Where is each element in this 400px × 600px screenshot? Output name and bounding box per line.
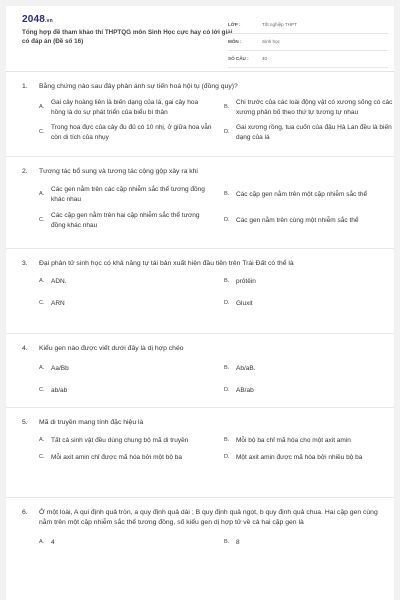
option-letter: C. xyxy=(39,453,45,460)
option-text: Gai cây hoàng liên là biến dạng của lá, gai cây hoa hồng là do sự phát triển của biểu bì thân xyxy=(51,99,199,116)
option-d[interactable] xyxy=(224,299,394,309)
option-text: Các cặp gen nằm trên hai cặp nhiễm sắc thể tương đồng khác nhau xyxy=(51,212,200,229)
question-6 xyxy=(6,498,394,548)
meta-value-class: Tốt nghiệp THPT xyxy=(262,22,297,27)
question-text: Ở một loài, A qui định quả tròn, a quy định quả dài ; B quy định quả ngọt, b quy định quả chua. Hai cặp gen cùng nằm trên một cặp nhiễm sắc thể tương đồng, số kiểu gen dị hợp tử về cả hai cặp gen là xyxy=(39,509,378,526)
option-text: Chi trước của các loài động vật có xương sống có các xương phân bố theo thứ tự tương tự nhau xyxy=(236,99,393,116)
option-letter: C. xyxy=(39,299,45,306)
option-text: 8 xyxy=(236,539,240,546)
option-text: Gluxit xyxy=(236,299,253,307)
option-a[interactable] xyxy=(39,364,214,374)
option-text: Một axit amin được mã hóa bởi nhiều bộ ba xyxy=(236,453,363,461)
option-c[interactable] xyxy=(39,123,214,142)
option-b[interactable] xyxy=(224,98,394,117)
question-number: 1. xyxy=(22,83,28,90)
option-a[interactable] xyxy=(39,185,214,204)
option-text: Mỗi bộ ba chỉ mã hóa cho một axit amin xyxy=(236,437,351,444)
logo-text: 2048 xyxy=(22,14,46,25)
option-text: ab/ab xyxy=(51,386,68,394)
option-d[interactable] xyxy=(224,123,394,142)
option-text: Các gen nằm trên cùng một nhiễm sắc thể xyxy=(236,216,359,224)
question-number: 6. xyxy=(22,509,28,516)
option-letter: A. xyxy=(39,278,45,284)
option-d[interactable] xyxy=(224,211,394,230)
option-text: Tất cả sinh vật đều dùng chung bộ mã di truyền xyxy=(51,437,189,444)
question-text: Đại phân tử sinh học có khả năng tự tái bản xuất hiện đầu tiên trên Trái Đất có thể là xyxy=(39,260,294,267)
option-b[interactable] xyxy=(224,277,394,287)
meta-label-class: LỚP : xyxy=(228,22,241,27)
option-text: Mỗi axit amin chỉ được mã hóa bởi một bộ ba xyxy=(51,453,183,461)
option-letter: D. xyxy=(224,216,230,223)
exam-page xyxy=(6,6,394,600)
option-letter: B. xyxy=(224,278,230,284)
option-text: ADN. xyxy=(51,278,67,285)
question-3 xyxy=(6,249,394,334)
option-letter: A. xyxy=(39,190,45,197)
meta-row-count xyxy=(228,54,388,68)
option-letter: D. xyxy=(224,128,230,135)
option-text: Gai xương rồng, tua cuốn của đậu Hà Lan đều là biến dạng của lá xyxy=(236,124,392,141)
meta-label-subject: MÔN : xyxy=(228,39,242,44)
option-text: Aa/Bb xyxy=(51,365,69,372)
option-c[interactable] xyxy=(39,299,214,309)
option-text: Các cặp gen nằm trên một cặp nhiễm sắc thể xyxy=(236,190,368,198)
option-letter: D. xyxy=(224,386,230,393)
question-1 xyxy=(6,72,394,157)
question-4 xyxy=(6,334,394,408)
option-text: prôtêin xyxy=(236,278,256,285)
option-text: Các gen nằm trên các cặp nhiễm sắc thể tương đồng khác nhau xyxy=(51,186,205,203)
option-a[interactable] xyxy=(39,436,214,446)
option-letter: B. xyxy=(224,539,230,545)
option-a[interactable] xyxy=(39,277,214,287)
meta-row-class xyxy=(228,20,388,34)
option-b[interactable] xyxy=(224,436,394,446)
option-c[interactable] xyxy=(39,211,214,230)
option-letter: B. xyxy=(224,190,230,197)
meta-value-subject: Sinh học xyxy=(262,39,280,44)
exam-header xyxy=(6,6,394,72)
option-text: 4 xyxy=(51,539,55,546)
option-text: Trong hoa đực của cây đu đủ có 10 nhị, ở giữa hoa vẫn còn di tích của nhụy xyxy=(51,124,212,141)
option-letter: B. xyxy=(224,103,230,110)
option-a[interactable] xyxy=(39,538,214,548)
question-list xyxy=(6,72,394,548)
meta-label-count: SỐ CÂU : xyxy=(228,56,249,61)
question-text: Tương tác bổ sung và tương tác cộng gộp xảy ra khi xyxy=(39,168,198,175)
meta-value-count: 40 xyxy=(262,56,268,61)
site-logo[interactable] xyxy=(22,14,53,25)
option-b[interactable] xyxy=(224,185,394,204)
exam-title: Tổng hợp đề tham khảo thi THPTQG môn Sinh Học cực hay có lời giải có đáp án (Đề số 16) xyxy=(22,29,233,45)
option-letter: C. xyxy=(39,386,45,393)
option-letter: D. xyxy=(224,299,230,306)
question-text: Mã di truyền mang tính đặc hiệu là xyxy=(39,419,144,426)
question-text: Kiểu gen nào được viết dưới đây là dị hợp chéo xyxy=(39,345,184,352)
option-text: ARN xyxy=(51,299,65,307)
option-letter: B. xyxy=(224,437,230,443)
option-c[interactable] xyxy=(39,386,214,396)
question-5 xyxy=(6,408,394,498)
logo-suffix: .vn xyxy=(45,18,53,24)
option-b[interactable] xyxy=(224,364,394,374)
option-letter: A. xyxy=(39,103,45,110)
meta-row-subject xyxy=(228,37,388,51)
exam-meta xyxy=(228,20,388,71)
question-number: 3. xyxy=(22,260,28,267)
option-d[interactable] xyxy=(224,453,394,463)
option-letter: B. xyxy=(224,365,230,371)
option-letter: C. xyxy=(39,216,45,223)
option-b[interactable] xyxy=(224,538,394,548)
option-letter: A. xyxy=(39,437,45,443)
option-a[interactable] xyxy=(39,98,214,117)
question-number: 5. xyxy=(22,419,28,426)
question-number: 2. xyxy=(22,168,28,175)
question-text: Bằng chứng nào sau đây phản ánh sự tiến hoá hội tụ (đồng quy)? xyxy=(39,83,238,90)
option-letter: C. xyxy=(39,128,45,135)
question-number: 4. xyxy=(22,345,28,352)
option-letter: D. xyxy=(224,453,230,460)
option-c[interactable] xyxy=(39,453,214,463)
option-text: Ab/aB. xyxy=(236,365,256,372)
option-text: AB/ab xyxy=(236,386,254,394)
option-letter: A. xyxy=(39,365,45,371)
option-d[interactable] xyxy=(224,386,394,396)
question-2 xyxy=(6,157,394,249)
option-letter: A. xyxy=(39,539,45,545)
